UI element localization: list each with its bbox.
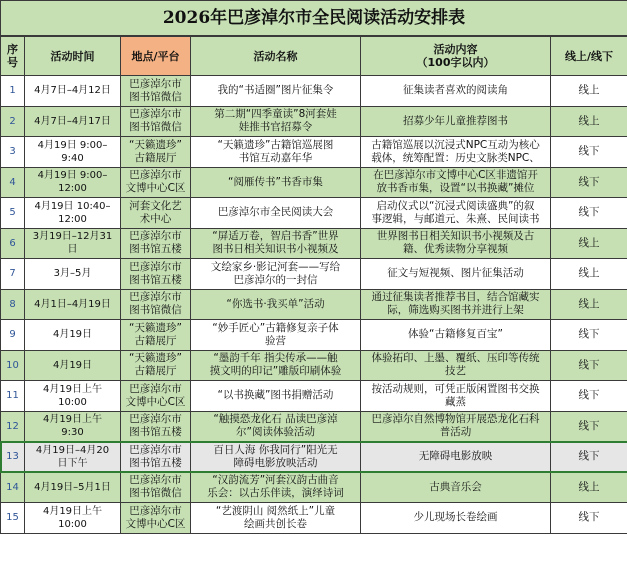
- cell-name[interactable]: “以书换藏”图书捐赠活动: [191, 381, 361, 412]
- cell-name[interactable]: “妙手匠心”古籍修复亲子体 验营: [191, 320, 361, 351]
- cell-mode[interactable]: 线上: [551, 472, 627, 503]
- table-row: [1, 198, 627, 229]
- cell-content[interactable]: 体验拓印、上墨、覆纸、压印等传统 技艺: [361, 350, 551, 381]
- cell-content[interactable]: 巴彦淖尔自然博物馆开展恐龙化石科 普活动: [361, 411, 551, 442]
- header-no[interactable]: 序号: [1, 36, 25, 76]
- cell-time[interactable]: 4月19日上午 10:00: [25, 381, 121, 412]
- cell-name[interactable]: “屏适万卷，智启书香”世界 图书日相关知识书小视频及: [191, 228, 361, 259]
- cell-location[interactable]: 巴彦淖尔市 文博中心C区: [121, 381, 191, 412]
- cell-time[interactable]: 3月19日–12月31 日: [25, 228, 121, 259]
- cell-location[interactable]: 巴彦淖尔市 图书馆五楼: [121, 411, 191, 442]
- cell-no[interactable]: 6: [1, 228, 25, 259]
- cell-content[interactable]: 征文与短视频、图片征集活动: [361, 259, 551, 290]
- cell-time[interactable]: 4月19日–5月1日: [25, 472, 121, 503]
- cell-no[interactable]: 15: [1, 503, 25, 534]
- cell-time[interactable]: 4月19日 10:40– 12:00: [25, 198, 121, 229]
- cell-name[interactable]: “你选书·我买单”活动: [191, 289, 361, 320]
- cell-mode[interactable]: 线上: [551, 76, 627, 107]
- cell-content[interactable]: 世界图书日相关知识书小视频及古 籍、优秀读物分享视频: [361, 228, 551, 259]
- cell-no[interactable]: 2: [1, 106, 25, 137]
- table-row: [1, 228, 627, 259]
- header-row: [1, 36, 627, 76]
- cell-no[interactable]: 3: [1, 137, 25, 168]
- cell-time[interactable]: 4月19日: [25, 350, 121, 381]
- cell-name[interactable]: 第二期“四季童读”8河套娃 娃推书官招募令: [191, 106, 361, 137]
- table-row: [1, 411, 627, 442]
- cell-name[interactable]: “墨韵千年 指尖传承——触 摸文明的印记”雕版印刷体验: [191, 350, 361, 381]
- cell-no[interactable]: 8: [1, 289, 25, 320]
- cell-time[interactable]: 4月19日上午 10:00: [25, 503, 121, 534]
- cell-content[interactable]: 启动仪式以“沉浸式阅读盛典”的叙 事逻辑，与邮道元、朱熹、民间读书: [361, 198, 551, 229]
- cell-content[interactable]: 体验“古籍修复百宝”: [361, 320, 551, 351]
- cell-name[interactable]: “艺渡阴山 阅然纸上”儿童 绘画共创长卷: [191, 503, 361, 534]
- cell-no[interactable]: 5: [1, 198, 25, 229]
- table-row: [1, 167, 627, 198]
- cell-mode[interactable]: 线下: [551, 137, 627, 168]
- cell-no[interactable]: 13: [1, 442, 25, 473]
- cell-location[interactable]: “天籁遗珍” 古籍展厅: [121, 137, 191, 168]
- table-row: [1, 137, 627, 168]
- header-time[interactable]: 活动时间: [25, 36, 121, 76]
- cell-content[interactable]: 古典音乐会: [361, 472, 551, 503]
- cell-name[interactable]: “汉韵流芳”河套汉韵古曲音 乐会：以古乐伴读，演绎诗词: [191, 472, 361, 503]
- cell-mode[interactable]: 线上: [551, 289, 627, 320]
- cell-time[interactable]: 4月19日上午 9:30: [25, 411, 121, 442]
- table-row: [1, 442, 627, 473]
- cell-name[interactable]: 百日人海 你我同行”阳光无 障碍电影放映活动: [191, 442, 361, 473]
- cell-location[interactable]: 巴彦淖尔市 图书馆微信: [121, 106, 191, 137]
- cell-mode[interactable]: 线下: [551, 198, 627, 229]
- cell-content[interactable]: 无障碍电影放映: [361, 442, 551, 473]
- table-row: [1, 350, 627, 381]
- cell-time[interactable]: 4月19日: [25, 320, 121, 351]
- cell-no[interactable]: 4: [1, 167, 25, 198]
- cell-content[interactable]: 少儿现场长卷绘画: [361, 503, 551, 534]
- cell-time[interactable]: 4月19日 9:00– 9:40: [25, 137, 121, 168]
- cell-no[interactable]: 11: [1, 381, 25, 412]
- cell-location[interactable]: “天籁遗珍” 古籍展厅: [121, 350, 191, 381]
- cell-name[interactable]: 我的“书适圈”图片征集令: [191, 76, 361, 107]
- cell-mode[interactable]: 线下: [551, 350, 627, 381]
- title-row: [1, 1, 627, 37]
- cell-location[interactable]: 河套文化艺 术中心: [121, 198, 191, 229]
- cell-time[interactable]: 4月7日–4月17日: [25, 106, 121, 137]
- cell-no[interactable]: 9: [1, 320, 25, 351]
- cell-location[interactable]: “天籁遗珍” 古籍展厅: [121, 320, 191, 351]
- header-name[interactable]: 活动名称: [191, 36, 361, 76]
- sheet-title[interactable]: 2026年巴彦淖尔市全民阅读活动安排表: [1, 1, 627, 37]
- table-row: [1, 76, 627, 107]
- cell-mode[interactable]: 线上: [551, 259, 627, 290]
- header-location[interactable]: 地点/平台: [121, 36, 191, 76]
- cell-content[interactable]: 征集读者喜欢的阅读角: [361, 76, 551, 107]
- cell-location[interactable]: 巴彦淖尔市 图书馆微信: [121, 76, 191, 107]
- cell-content[interactable]: 通过征集读者推荐书目，结合馆藏实 际，筛选购买图书并进行上架: [361, 289, 551, 320]
- cell-no[interactable]: 10: [1, 350, 25, 381]
- cell-content[interactable]: 在巴彦淖尔市文博中心C区非遗馆开 放书香市集，设置“以书换藏”摊位: [361, 167, 551, 198]
- cell-time[interactable]: 3月–5月: [25, 259, 121, 290]
- cell-name[interactable]: “天籁遗珍”古籍馆巡展图 书馆互动嘉年华: [191, 137, 361, 168]
- cell-no[interactable]: 7: [1, 259, 25, 290]
- table-row: [1, 503, 627, 534]
- cell-content[interactable]: 按活动规则，可凭正版闲置图书交换 藏蒸: [361, 381, 551, 412]
- cell-location[interactable]: 巴彦淖尔市 图书馆五楼: [121, 442, 191, 473]
- table-row: [1, 381, 627, 412]
- table-row: [1, 289, 627, 320]
- cell-mode[interactable]: 线上: [551, 106, 627, 137]
- header-content[interactable]: 活动内容 （100字以内）: [361, 36, 551, 76]
- header-mode[interactable]: 线上/线下: [551, 36, 627, 76]
- cell-location[interactable]: 巴彦淖尔市 文博中心C区: [121, 503, 191, 534]
- cell-mode[interactable]: 线下: [551, 503, 627, 534]
- table-row: [1, 472, 627, 503]
- cell-mode[interactable]: 线下: [551, 381, 627, 412]
- cell-name[interactable]: “触摸恐龙化石 品读巴彦淖 尔”阅读体验活动: [191, 411, 361, 442]
- cell-no[interactable]: 14: [1, 472, 25, 503]
- cell-location[interactable]: 巴彦淖尔市 图书馆五楼: [121, 228, 191, 259]
- cell-time[interactable]: 4月1日–4月19日: [25, 289, 121, 320]
- cell-time[interactable]: 4月7日–4月12日: [25, 76, 121, 107]
- cell-no[interactable]: 12: [1, 411, 25, 442]
- cell-location[interactable]: 巴彦淖尔市 图书馆微信: [121, 289, 191, 320]
- cell-name[interactable]: “阅雁传书”书香市集: [191, 167, 361, 198]
- cell-mode[interactable]: 线上: [551, 228, 627, 259]
- table-row: [1, 259, 627, 290]
- cell-location[interactable]: 巴彦淖尔市 文博中心C区: [121, 167, 191, 198]
- cell-content[interactable]: 古籍馆巡展以沉浸式NPC互动为核心 载体，统筹配置：历史文脉类NPC、: [361, 137, 551, 168]
- cell-content[interactable]: 招募少年儿童推荐图书: [361, 106, 551, 137]
- cell-location[interactable]: 巴彦淖尔市 图书馆五楼: [121, 259, 191, 290]
- cell-mode[interactable]: 线下: [551, 167, 627, 198]
- cell-mode[interactable]: 线下: [551, 320, 627, 351]
- cell-mode[interactable]: 线下: [551, 411, 627, 442]
- cell-time[interactable]: 4月19日–4月20 日下午: [25, 442, 121, 473]
- cell-mode[interactable]: 线下: [551, 442, 627, 473]
- table-row: [1, 106, 627, 137]
- cell-no[interactable]: 1: [1, 76, 25, 107]
- cell-time[interactable]: 4月19日 9:00– 12:00: [25, 167, 121, 198]
- table-row: [1, 320, 627, 351]
- cell-name[interactable]: 巴彦淖尔市全民阅读大会: [191, 198, 361, 229]
- cell-name[interactable]: 文绘家乡·影记河套——写给 巴彦淖尔的一封信: [191, 259, 361, 290]
- cell-location[interactable]: 巴彦淖尔市 图书馆微信: [121, 472, 191, 503]
